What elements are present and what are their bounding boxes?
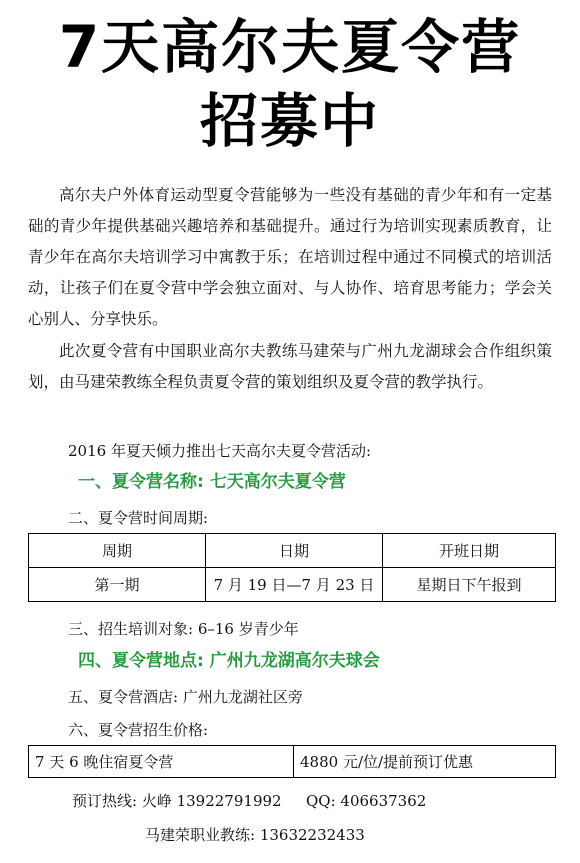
table-row <box>29 746 556 778</box>
schedule-table <box>28 533 556 602</box>
table-row <box>29 568 556 602</box>
camp-name-item: 一、夏令营名称: 七天高尔夫夏令营 <box>78 472 346 492</box>
header-cell: 开班日期 <box>383 534 556 568</box>
intro-line: 2016 年夏天倾力推出七天高尔夫夏令营活动: <box>68 442 371 460</box>
camp-location-item: 四、夏令营地点: 广州九龙湖高尔夫球会 <box>78 651 380 671</box>
price-package-cell: 7 天 6 晚住宿夏令营 <box>29 746 294 778</box>
poster-subtitle: 招募中 <box>199 87 380 155</box>
organizer-paragraph: 此次夏令营有中国职业高尔夫教练马建荣与广州九龙湖球会合作组织策划，由马建荣教练全程负责夏令营的策划组织及夏令营的教学执行。 <box>28 342 552 391</box>
camp-price-item: 六、夏令营招生价格: <box>68 721 209 739</box>
header-cell: 日期 <box>206 534 383 568</box>
table-cell: 星期日下午报到 <box>383 568 556 602</box>
camp-period-item: 二、夏令营时间周期: <box>68 509 209 527</box>
header-cell: 周期 <box>29 534 206 568</box>
qq-contact: QQ: 406637362 <box>306 792 427 810</box>
poster-title: 7天高尔夫夏令营 <box>58 13 522 81</box>
camp-hotel-item: 五、夏令营酒店: 广州九龙湖社区旁 <box>68 688 303 706</box>
table-cell: 7 月 19 日—7 月 23 日 <box>206 568 383 602</box>
price-table <box>28 745 556 778</box>
table-cell: 第一期 <box>29 568 206 602</box>
table-header-row <box>29 534 556 568</box>
target-audience-item: 三、招生培训对象: 6–16 岁青少年 <box>68 620 299 638</box>
intro-paragraph: 高尔夫户外体育运动型夏令营能够为一些没有基础的青少年和有一定基础的青少年提供基础兴趣培养和基础提升。通过行为培训实现素质教育，让青少年在高尔夫培训学习中寓教于乐；在培训过程中通过不同模式的培训活动，让孩子们在夏令营中学会独立面对、与人协作、培育思考能力；学会关心别人、分享快乐。 <box>28 186 552 328</box>
price-amount-cell: 4880 元/位/提前预订优惠 <box>294 746 556 778</box>
coach-contact: 马建荣职业教练: 13632232433 <box>145 826 365 844</box>
booking-hotline: 预订热线: 火峥 13922791992 <box>72 792 282 810</box>
